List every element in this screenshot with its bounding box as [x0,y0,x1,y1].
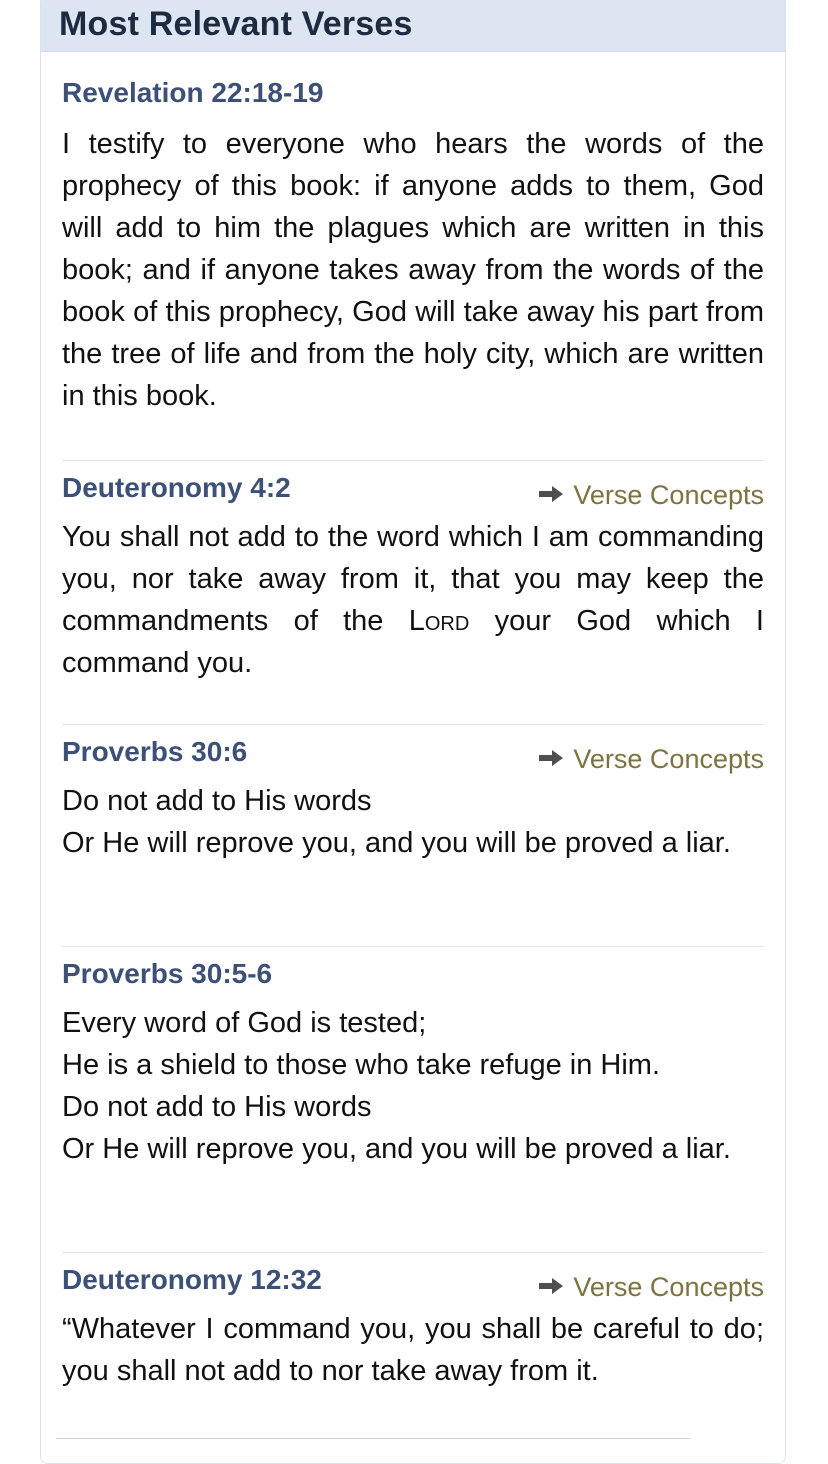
verse-reference-link[interactable]: Proverbs 30:5-6 [62,958,273,989]
verse-line: Do not add to His words [62,785,372,817]
arrow-right-icon [539,750,563,766]
verse-concepts-label: Verse Concepts [573,480,764,510]
verse-line: Or He will reprove you, and you will be proved a liar. [62,827,731,859]
verse-item [62,1253,764,1433]
verse-header [62,730,764,780]
verse-text-lord: Lord [408,605,470,637]
verse-text [62,1002,764,1170]
most-relevant-verses-panel [40,0,786,1464]
arrow-right-icon [539,1278,563,1294]
verse-text: I testify to everyone who hears the words of the prophecy of this book: if anyone adds to them, God will add to him the plagues which are written in this book; and if anyone takes away from the words of the book of this prophecy, God will take away his part from the tree of life and from the holy city, which are written in this book. [62,128,764,412]
verse-concepts-label: Verse Concepts [573,1272,764,1302]
verse-text-part: You shall not add to the word which I am commanding you, nor take away from it, that you may keep the commandments of the [62,521,764,637]
verse-reference-link[interactable]: Proverbs 30:6 [62,736,248,767]
verse-text-part: your God which I command you. [62,605,764,679]
verse-item [62,725,764,947]
verse-concepts-label: Verse Concepts [573,744,764,774]
verse-item [62,52,764,461]
verse-text [62,516,764,684]
verse-item [62,461,764,725]
verse-reference-link[interactable]: Deuteronomy 12:32 [62,1264,322,1295]
verse-item [62,947,764,1253]
verse-concepts-link[interactable] [539,739,764,779]
arrow-right-icon [539,486,563,502]
verse-header [62,952,764,1002]
verse-line: He is a shield to those who take refuge in Him. [62,1049,661,1081]
verse-reference-link[interactable]: Deuteronomy 4:2 [62,472,291,503]
verse-header [62,466,764,516]
verse-line: Or He will reprove you, and you will be proved a liar. [62,1133,731,1165]
verse-header [62,1258,764,1308]
panel-title: Most Relevant Verses [59,5,413,43]
verse-header [62,71,764,123]
verse-line: Do not add to His words [62,1091,372,1123]
panel-header [41,0,785,52]
verse-text: “Whatever I command you, you shall be careful to do; you shall not add to nor take away from it. [62,1313,764,1387]
verse-text [62,780,764,864]
section-divider [56,1438,690,1439]
verse-concepts-link[interactable] [539,1267,764,1307]
verse-concepts-link[interactable] [539,475,764,515]
verse-line: Every word of God is tested; [62,1007,427,1039]
verse-list [41,52,785,1433]
verse-reference-link[interactable]: Revelation 22:18-19 [62,77,324,108]
